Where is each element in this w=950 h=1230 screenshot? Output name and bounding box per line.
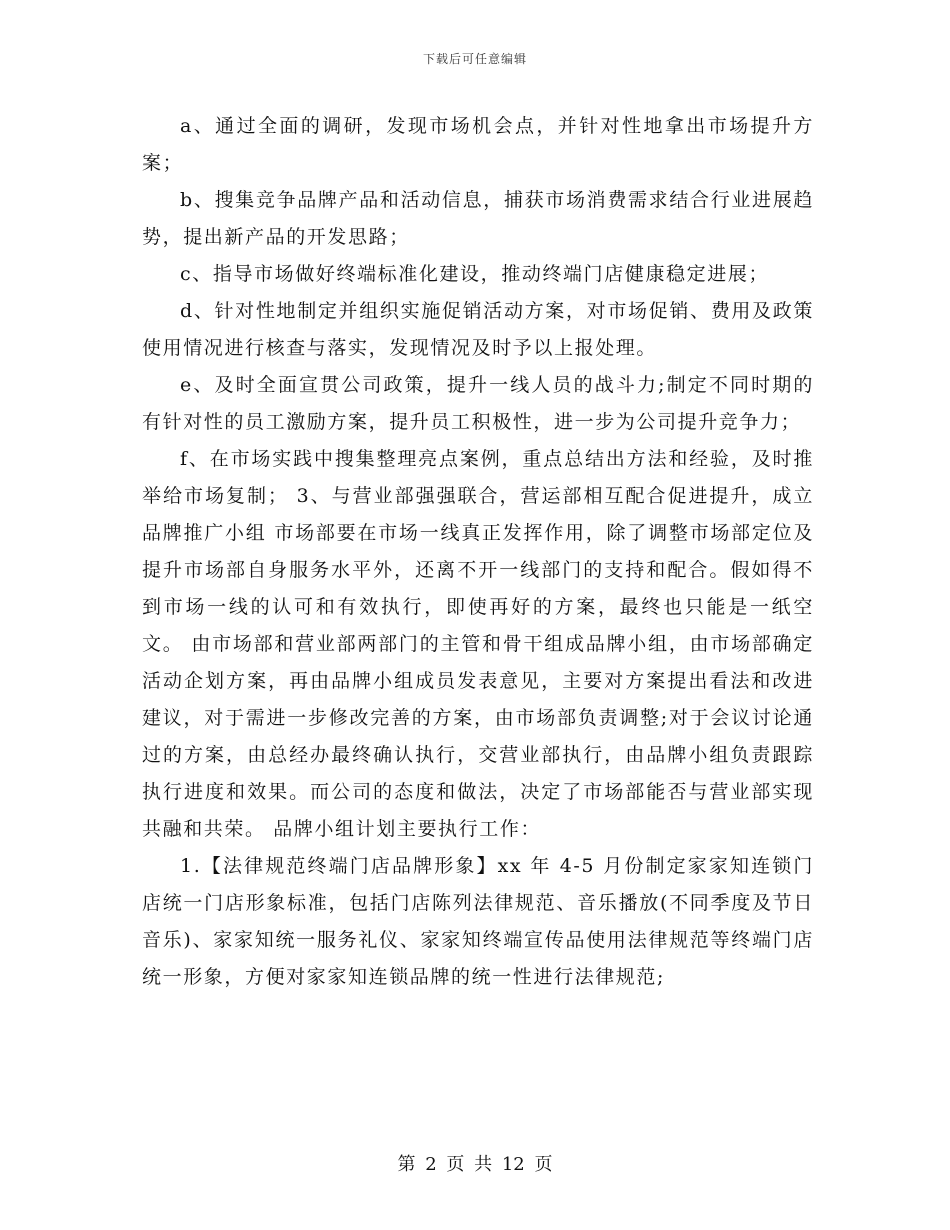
page-header: 下载后可任意编辑 <box>422 52 527 66</box>
paragraph-d: d、针对性地制定并组织实施促销活动方案，对市场促销、费用及政策使用情况进行核查与落实，发现情况及时予以上报处理。 <box>142 300 814 359</box>
paragraph-a: a、通过全面的调研，发现市场机会点，并针对性地拿出市场提升方案； <box>142 115 814 174</box>
paragraph-f: f、在市场实践中搜集整理亮点案例，重点总结出方法和经验，及时推举给市场复制； 3、与营业部强强联合，营运部相互配合促进提升，成立品牌推广小组 市场部要在市场一线真正发挥作用，除了调整市场部定位及提升市场部自身服务水平外，还离不开一线部门的支持和配合。假如得不到市场一线的认可和有效执行，即使再好的方案，最终也只能是一纸空文。 由市场部和营业部两部门的主管和骨干组成品牌小组，由市场部确定活动企划方案，再由品牌小组成员发表意见，主要对方案提出看法和改进建议，对于需进一步修改完善的方案，由市场部负责调整;对于会议讨论通过的方案，由总经办最终确认执行，交营业部执行，由品牌小组负责跟踪执行进度和效果。而公司的态度和做法，决定了市场部能否与营业部实现共融和共荣。 品牌小组计划主要执行工作： <box>142 448 814 840</box>
paragraph-item-1: 1.【法律规范终端门店品牌形象】xx 年 4-5 月份制定家家知连锁门店统一门店形象标准，包括门店陈列法律规范、音乐播放(不同季度及节日音乐)、家家知统一服务礼仪、家家知终端宣传品使用法律规范等终端门店统一形象，方便对家家知连锁品牌的统一性进行法律规范; <box>142 855 814 988</box>
paragraph-e: e、及时全面宣贯公司政策，提升一线人员的战斗力;制定不同时期的有针对性的员工激励方案，提升员工积极性，进一步为公司提升竞争力； <box>142 374 814 433</box>
paragraph-c: c、指导市场做好终端标准化建设，推动终端门店健康稳定进展； <box>180 263 770 285</box>
document-body <box>142 108 814 996</box>
paragraph-b: b、搜集竞争品牌产品和活动信息，捕获市场消费需求结合行业进展趋势，提出新产品的开发思路； <box>142 189 814 248</box>
page-number: 第 2 页 共 12 页 <box>397 1154 553 1175</box>
